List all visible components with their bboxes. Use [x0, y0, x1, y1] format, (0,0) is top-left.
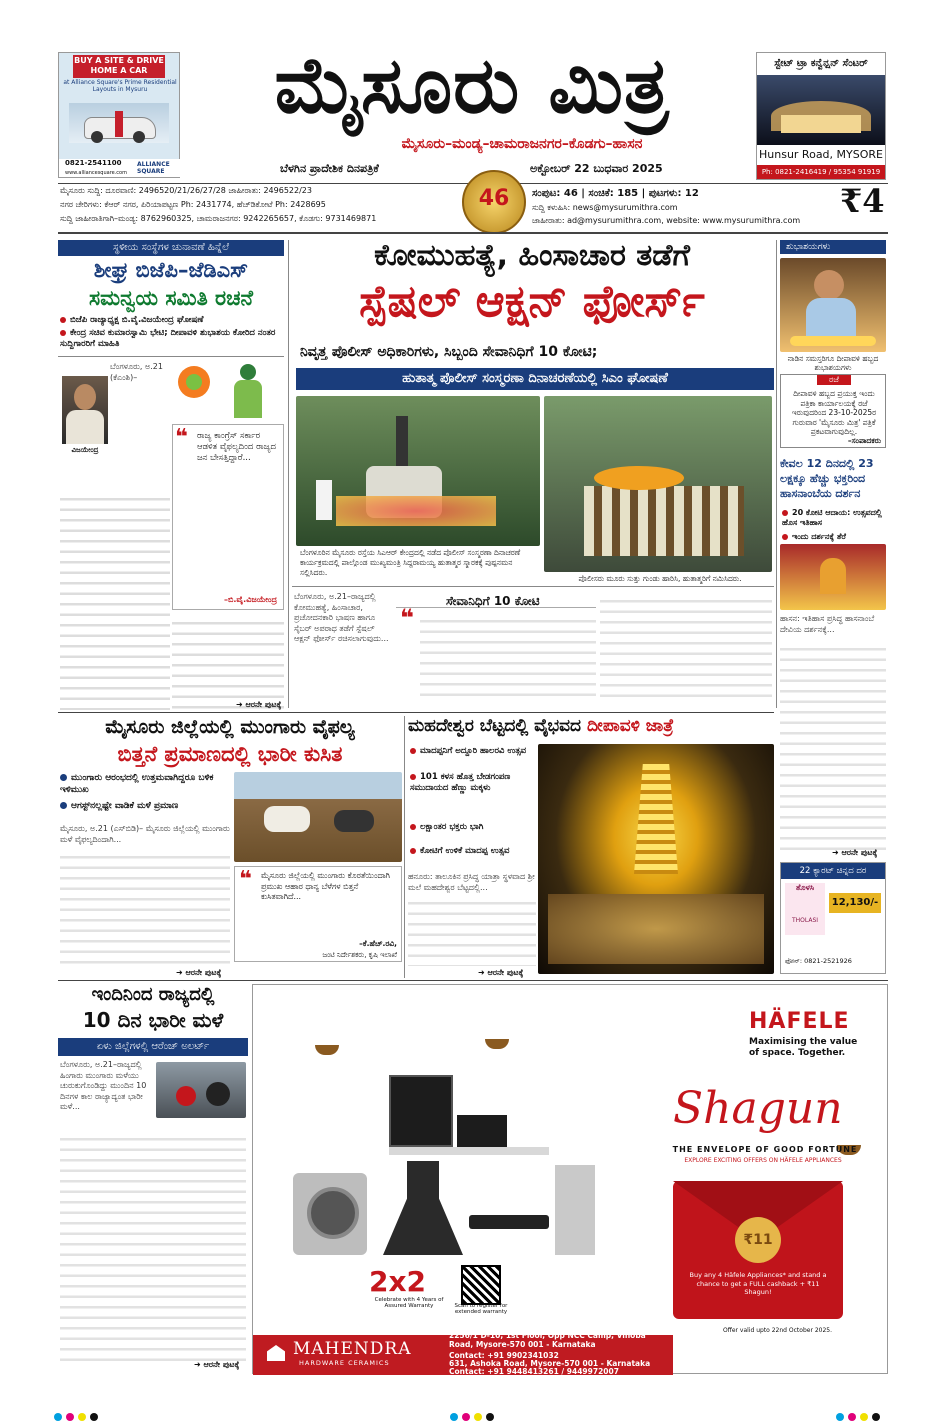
- story4-sub: ಏಳು ಜಿಲ್ಲೆಗಳಲ್ಲಿ ಆರೆಂಜ್ ಅಲರ್ಟ್: [58, 1038, 248, 1056]
- dealer-address-2: 631, Ashoka Road, Mysore-570 001 - Karnataka: [449, 1359, 651, 1368]
- left-ad-sub: at Alliance Square's Prime Residential Layouts in Mysuru: [63, 79, 177, 93]
- story1-quote: ರಾಜ್ಯ ಕಾಂಗ್ರೆಸ್ ಸರ್ಕಾರ ಆಡಳಿತ ವೈಫಲ್ಯದಿಂದ ರಾಜ್ಯದ ಜನ ಬೇಸತ್ತಿದ್ದಾರೆ...: [197, 431, 276, 463]
- holiday-notice: ರಜೆ ದೀಪಾವಳಿ ಹಬ್ಬದ ಪ್ರಯುಕ್ತ ಇಂದು ಪತ್ರಿಕಾ ಕಾರ್ಯಾಲಯಕ್ಕೆ ರಜೆ ಇರುವುದರಿಂದ 23-10-2025ರ ಗುರುವಾರ 'ಮೈಸೂರು ಮಿತ್ರ' ಪತ್ರಿಕೆ ಪ್ರಕಟವಾಗುವುದಿಲ್ಲ. –ಸಂಪಾದಕರು: [780, 374, 886, 448]
- volume-line: ಸಂಪುಟ: 46 | ಸಂಚಿಕೆ: 185 | ಪುಟಗಳು: 12: [532, 188, 699, 199]
- story1-headline-1: ಶೀಘ್ರ ಬಿಜೆಪಿ–ಜೆಡಿಎಸ್: [93, 258, 249, 282]
- lead-caption-1: ಬೆಂಗಳೂರಿನ ಮೈಸೂರು ರಸ್ತೆಯ ಸಿಎಆರ್ ಕೇಂದ್ರದಲ್ಲಿ ನಡೆದ ಪೊಲೀಸ್ ಸಂಸ್ಮರಣಾ ದಿನಾಚರಣೆ ಕಾರ್ಯಕ್ರಮದಲ್ಲಿ ಪಾಲ್ಗೊಂಡ ಮುಖ್ಯಮಂತ್ರಿ ಸಿದ್ದರಾಮಯ್ಯ ಹುತಾತ್ಮರ ಸ್ಮಾರಕಕ್ಕೆ ಪುಷ್ಪನಮನ ಸಲ್ಲಿಸಿದರು.: [300, 548, 521, 577]
- masthead-tagline: ಬೆಳಗಿನ ಪ್ರಾದೇಶಿಕ ದಿನಪತ್ರಿಕೆ: [280, 162, 379, 175]
- sidebar-headline: ಕೇವಲ 12 ದಿನದಲ್ಲಿ 23 ಲಕ್ಷಕ್ಕೂ ಹೆಚ್ಚು ಭಕ್ತರಿಂದ ಹಾಸನಾಂಬೆಯ ದರ್ಶನ: [780, 457, 874, 500]
- shagun-sub: THE ENVELOPE OF GOOD FORTUNE: [672, 1145, 858, 1154]
- qr-code[interactable]: [461, 1265, 501, 1305]
- story1-more[interactable]: ➜ ಆರನೇ ಪುಟಕ್ಕೆ: [236, 700, 282, 709]
- story1-headline-2: ಸಮನ್ವಯ ಸಮಿತಿ ರಚನೆ: [89, 286, 253, 310]
- offer-valid: Offer valid upto 22nd October 2025.: [723, 1327, 832, 1334]
- hasanamba-photo: [780, 544, 886, 610]
- shagun-title: Shagun: [673, 1083, 843, 1134]
- email-line-2: ಜಾಹೀರಾತು: ad@mysurumithra.com, website: www.mysurumithra.com: [532, 216, 801, 225]
- lead-headline-2: ಸ್ಪೆಷಲ್ ಆಕ್ಷನ್ ಫೋರ್ಸ್: [359, 276, 705, 327]
- story3-headline: ಮಹದೇಶ್ವರ ಬೆಟ್ಟದಲ್ಲಿ ವೈಭವದ ದೀಪಾವಳಿ ಜಾತ್ರೆ: [408, 716, 674, 736]
- right-ad-phone: Ph: 0821-2416419 / 95354 91919: [757, 165, 885, 179]
- hafele-slogan: Maximising the value of space. Together.: [749, 1037, 858, 1058]
- jds-logo: [222, 362, 278, 420]
- sidebar-kicker: ಶುಭಾಶಯಗಳು: [780, 240, 886, 254]
- contact-line-3: ಸುದ್ದಿ ಜಾಹೀರಾತಿಗಾಗಿ–ಮಂಡ್ಯ: 8762960325, ಚಾಮರಾಜನಗರ: 9242265657, ಕೊಡಗು: 9731469871: [60, 214, 377, 223]
- dealer-name: MAHENDRA: [293, 1339, 412, 1359]
- right-ad[interactable]: [756, 52, 886, 180]
- vijayendra-photo: [62, 376, 108, 444]
- story2-headline-2: ಬಿತ್ತನೆ ಪ್ರಮಾಣದಲ್ಲಿ ಭಾರೀ ಕುಸಿತ: [117, 742, 343, 766]
- price: ₹4: [840, 182, 885, 220]
- story4-headline-2: 10 ದಿನ ಭಾರೀ ಮಳೆ: [82, 1008, 224, 1032]
- masthead-date: ಅಕ್ಟೋಬರ್ 22 ಬುಧವಾರ 2025: [530, 162, 663, 175]
- lead-caption-2: ಪೊಲೀಸರು ಮೂರು ಸುತ್ತು ಗುಂಡು ಹಾರಿಸಿ, ಹುತಾತ್ಮರಿಗೆ ನಮಿಸಿದರು.: [578, 574, 742, 583]
- gold-rate-ad[interactable]: 22 ಕ್ಯಾರಟ್ ಚಿನ್ನದ ದರ ತೊಳಸಿ THOLASI 12,130/- ಫೋನ್: 0821-2521926: [780, 862, 886, 974]
- story1-quote-author: –ಬಿ.ವೈ.ವಿಜಯೇಂದ್ರ: [223, 595, 277, 604]
- story4-headline-1: ಇಂದಿನಿಂದ ರಾಜ್ಯದಲ್ಲಿ: [91, 984, 215, 1005]
- story3-body: ಹನೂರು: ತಾಲೂಕಿನ ಪ್ರಸಿದ್ಧ ಯಾತ್ರಾ ಸ್ಥಳವಾದ ಶ್ರೀ ಮಲೆ ಮಹದೇಶ್ವರ ಬೆಟ್ಟದಲ್ಲಿ...: [408, 872, 535, 892]
- story1-bullet-1: ಬಿಜೆಪಿ ರಾಜ್ಯಾಧ್ಯಕ್ಷ ಬಿ.ವೈ.ವಿಜಯೇಂದ್ರ ಘೋಷಣೆ: [60, 314, 284, 327]
- left-ad-banner: BUY A SITE & DRIVE HOME A CAR: [73, 55, 165, 78]
- anniversary-badge: 46: [462, 170, 526, 234]
- contact-line-2: ನಗರ ಚೇರಿಗಳು: ಕೆಆರ್ ನಗರ, ಪಿರಿಯಾಪಟ್ಟಣ Ph: 2431774, ಹೆಚ್‌ಡಿಕೋಟೆ Ph: 2428695: [60, 200, 326, 209]
- shagun-sub-2: EXPLORE EXCITING OFFERS ON HÄFELE APPLIANCES: [684, 1157, 842, 1164]
- lead-subhead-box: ಸೇವಾನಿಧಿಗೆ 10 ಕೋಟಿ: [396, 590, 596, 608]
- diya-2: [485, 1039, 509, 1049]
- farm-photo: [234, 772, 402, 862]
- dealer-sub: HARDWARE CERAMICS: [299, 1359, 390, 1367]
- dealer-contact-1: Contact: +91 9902341032: [449, 1351, 559, 1360]
- story2-headline-1: ಮೈಸೂರು ಜಿಲ್ಲೆಯಲ್ಲಿ ಮುಂಗಾರು ವೈಫಲ್ಯ: [105, 716, 355, 738]
- lead-body-col-1: ಬೆಂಗಳೂರು, ಅ.21–ರಾಜ್ಯದಲ್ಲಿ ಕೋಮುಹತ್ಯೆ, ಹಿಂಸಾಚಾರ, ಪ್ರಚೋದನಕಾರಿ ಭಾಷಣ ಹಾಗೂ ಸೈಬರ್ ಅಪರಾಧ ತಡೆಗೆ ಸ್ಪೆಷಲ್ ಆಕ್ಷನ್ ಫೋರ್ಸ್ ರಚಿಸಲಾಗುವುದು...: [294, 592, 389, 643]
- story4-more[interactable]: ➜ ಆರನೇ ಪುಟಕ್ಕೆ: [194, 1360, 240, 1369]
- registration-marks-right: [836, 1406, 884, 1425]
- lead-deck-1: ನಿವೃತ್ತ ಪೊಲೀಸ್ ಅಧಿಕಾರಿಗಳು, ಸಿಬ್ಬಂದಿ ಸೇವಾನಿಧಿಗೆ 10 ಕೋಟಿ;: [300, 344, 598, 360]
- right-ad-title: ಸ್ಟೇಟ್‌ ಟ್ರಾ ಕನ್ವೆನ್ಷನ್ ಸೆಂಟರ್: [757, 53, 885, 75]
- story1-body: ಬೆಂಗಳೂರು, ಅ.21 (ಕೆಎಂಶಿ)–: [110, 362, 163, 382]
- appliances-image: [293, 1075, 593, 1255]
- story4-body: ಬೆಂಗಳೂರು, ಅ.21–ರಾಜ್ಯದಲ್ಲಿ ಹಿಂಗಾರು ಮುಂಗಾರು ಮಳೆಯು ಚುರುಕುಗೊಂಡಿದ್ದು ಮುಂದಿನ 10 ದಿನಗಳ ಕಾಲ ರಾಜ್ಯಾದ್ಯಂತ ಭಾರೀ ಮಳೆ...: [60, 1060, 147, 1111]
- registration-marks-left: [54, 1406, 102, 1425]
- temple-photo: [538, 744, 774, 974]
- rain-photo: [156, 1062, 246, 1118]
- contact-line-1: ಮೈಸೂರು ಸುದ್ದಿ: ದೂರವಾಣಿ: 2496520/21/26/27/28 ಜಾಹೀರಾತು: 2496522/23: [60, 186, 312, 195]
- diwali-caption: ನಾಡಿನ ಸಮಸ್ತರಿಗೂ ದೀಪಾವಳಿ ಹಬ್ಬದ ಶುಭಾಶಯಗಳು: [787, 354, 879, 372]
- story2-quote-box: ❝ ಮೈಸೂರು ಜಿಲ್ಲೆಯಲ್ಲಿ ಮುಂಗಾರು ಕೊರತೆಯಿಂದಾಗಿ ಪ್ರಮುಖ ಆಹಾರ ಧಾನ್ಯ ಬೆಳೆಗಳ ಬಿತ್ತನೆ ಕುಸಿತವಾಗಿದೆ... –ಕೆ.ಹೆಚ್.ರವಿ, ಜಂಟಿ ನಿರ್ದೇಶಕರು, ಕೃಷಿ ಇಲಾಖೆ: [234, 866, 402, 962]
- dealer-contact-2: Contact: +91 9448413261 / 9449972007: [449, 1367, 619, 1376]
- story1-quote-box: ❝ ರಾಜ್ಯ ಕಾಂಗ್ರೆಸ್ ಸರ್ಕಾರ ಆಡಳಿತ ವೈಫಲ್ಯದಿಂದ ರಾಜ್ಯದ ಜನ ಬೇಸತ್ತಿದ್ದಾರೆ... –ಬಿ.ವೈ.ವಿಜಯೇಂದ್ರ: [172, 424, 284, 610]
- sidebar-more[interactable]: ➜ ಆರನೇ ಪುಟಕ್ಕೆ: [832, 848, 878, 857]
- left-ad[interactable]: [58, 52, 180, 178]
- story1-bullet-2: ಕೇಂದ್ರ ಸಚಿವ ಕುಮಾರಸ್ವಾಮಿ ಭೇಟಿ; ದೀಪಾವಳಿ ಶುಭಾಶಯ ಕೋರಿದ ನಂತರ ಸುದ್ದಿಗಾರರಿಗೆ ಮಾಹಿತಿ: [60, 328, 276, 349]
- sidebar-body: ಹಾಸನ: ಇತಿಹಾಸ ಪ್ರಸಿದ್ಧ ಹಾಸನಾಂಬೆ ದೇವಿಯ ದರ್ಶನಕ್ಕೆ...: [780, 614, 875, 634]
- gold-rate: 12,130/-: [829, 893, 881, 913]
- story3-more[interactable]: ➜ ಆರನೇ ಪುಟಕ್ಕೆ: [478, 968, 524, 977]
- story2-body: ಮೈಸೂರು, ಅ.21 (ಎಸ್‌ಬಿಡಿ)– ಮೈಸೂರು ಜಿಲ್ಲೆಯಲ್ಲಿ ಮುಂಗಾರು ಮಳೆ ವೈಫಲ್ಯದಿಂದಾಗಿ...: [60, 824, 230, 844]
- story2-more[interactable]: ➜ ಆರನೇ ಪುಟಕ್ಕೆ: [176, 968, 222, 977]
- story1-kicker: ಸ್ಥಳೀಯ ಸಂಸ್ಥೆಗಳ ಚುನಾವಣೆ ಹಿನ್ನೆಲೆ: [58, 240, 284, 256]
- scan-text: Scan to register for extended warranty: [454, 1303, 508, 1315]
- email-line: ಸುದ್ದಿ ಕಳುಹಿಸಿ: news@mysurumithra.com: [532, 203, 678, 212]
- registration-marks-center: [450, 1406, 498, 1425]
- masthead-subtitle: ಮೈಸೂರು–ಮಂಡ್ಯ–ಚಾಮರಾಜನಗರ–ಕೊಡಗು–ಹಾಸನ: [401, 136, 643, 152]
- shagun-envelope: ₹11 Buy any 4 Häfele Appliances* and stand a chance to get a FULL cashback + ₹11 Shagun!: [673, 1181, 843, 1319]
- warranty-big: 2x2: [369, 1265, 427, 1298]
- hall-image: [757, 75, 885, 145]
- left-ad-brand: ALLIANCE SQUARE: [137, 161, 170, 175]
- hafele-ad[interactable]: [252, 984, 888, 1374]
- lead-photo-1: [296, 396, 540, 546]
- lead-photo-2: [544, 396, 772, 572]
- left-ad-web: www.alliancesquare.com: [65, 170, 127, 176]
- right-ad-location: Hunsur Road, MYSORE: [757, 145, 885, 165]
- photo-caption: ವಿಜಯೇಂದ್ರ: [71, 446, 99, 454]
- car-image: [69, 103, 169, 143]
- hafele-logo: HÄFELE: [749, 1009, 850, 1034]
- dealer-address-1: 2256/1 D-10, 1st Floor, Opp NCC Camp, Vinoba Road, Mysore-570 001 - Karnataka: [449, 1331, 646, 1349]
- left-ad-phone: 0821-2541100: [65, 159, 122, 167]
- diwali-photo: [780, 258, 886, 352]
- diya-1: [315, 1045, 339, 1055]
- masthead-title: ಮೈಸೂರು ಮಿತ್ರ: [274, 40, 670, 131]
- lead-headline-1: ಕೋಮುಹತ್ಯೆ, ಹಿಂಸಾಚಾರ ತಡೆಗೆ: [374, 238, 690, 273]
- lead-deck-2: ಹುತಾತ್ಮ ಪೊಲೀಸ್ ಸಂಸ್ಮರಣಾ ದಿನಾಚರಣೆಯಲ್ಲಿ ಸಿಎಂ ಘೋಷಣೆ: [296, 368, 774, 390]
- bjp-logo: [172, 362, 216, 414]
- warranty-text: Celebrate with 4 Years of Assured Warranty: [374, 1297, 444, 1309]
